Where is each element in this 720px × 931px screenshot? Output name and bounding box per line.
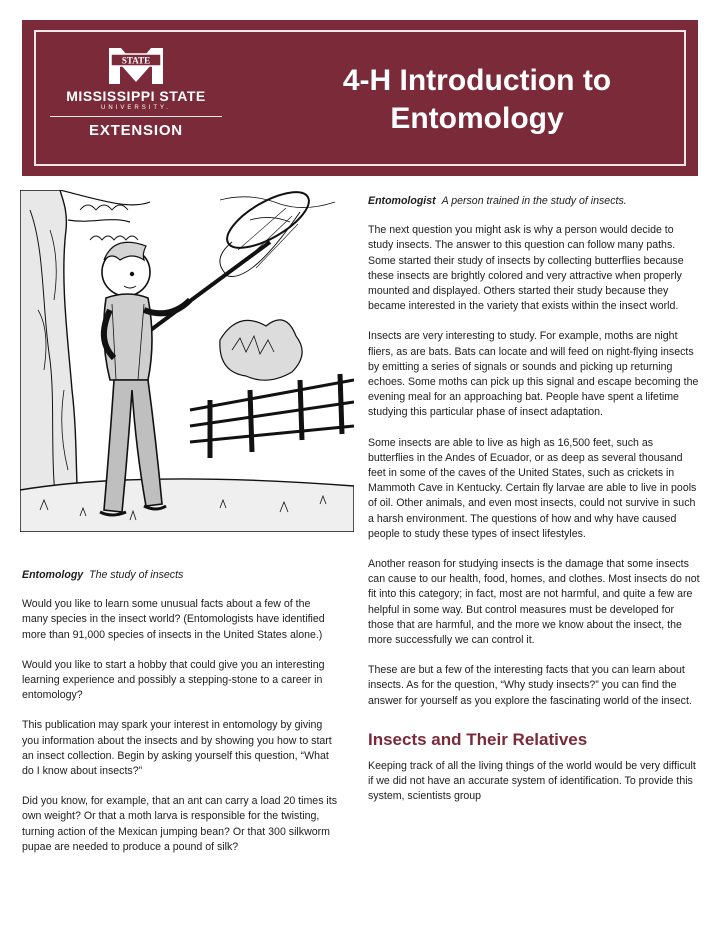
- definition-text: A person trained in the study of insects.: [441, 195, 627, 207]
- paragraph: Would you like to learn some unusual facts about a few of the many species in the insect world? (Entomologists have identified more than 91,000 species of insects in the United States alone.): [22, 598, 325, 641]
- section-heading: Insects and Their Relatives: [368, 729, 588, 749]
- paragraph: Some insects are able to live as high as 16,500 feet, such as butterflies in the Andes of Ecuador, or as deep as several thousand feet in some of the caves of the United States, such as crickets in Mammoth Cave in Kentucky. Certain fly larvae are able to live in pools of oil. Other animals, and even most insects, could not survive in such a harsh environment. The questions of how and why have caused people to study these types of insect lifestyles.: [368, 436, 697, 540]
- definition-entomology: [22, 568, 338, 583]
- title-line-1: 4-H Introduction to: [342, 64, 612, 97]
- logo-badge-text: STATE: [121, 55, 151, 66]
- logo-university-sub: UNIVERSITY.: [101, 105, 171, 111]
- page-title: [292, 62, 662, 138]
- paragraph: These are but a few of the interesting facts that you can learn about insects. As for the question, “Why study insects?” you can find the answer for yourself as you explore the fascinating world of the insect.: [368, 664, 692, 707]
- msu-m-emblem-icon: [101, 40, 171, 86]
- paragraph: Keeping track of all the living things of the world would be very difficult if we did not have an accurate system of identification. To provide this system, scientists group: [368, 759, 696, 803]
- definition-term: Entomologist: [368, 195, 436, 207]
- title-line-2: Entomology: [390, 102, 564, 135]
- paragraph: Did you know, for example, that an ant can carry a load 20 times its own weight? Or that a moth larva is responsible for the twisting, turning action of the Mexican jumping bean? Or that 300 silkworm pupae are needed to produce a pound of silk?: [22, 795, 338, 853]
- left-column: [22, 568, 338, 870]
- paragraph: The next question you might ask is why a person would decide to study insects. The answer to this question can follow many paths. Some started their study of insects by collecting butterflies because these insects are brightly colored and very attractive when properly mounted and displayed. Others started their study because they became interested in the variety that exists within the insect world.: [368, 224, 684, 313]
- logo-university: MISSISSIPPI STATE: [66, 88, 206, 104]
- paragraph: Would you like to start a hobby that could give you an interesting learning experience and possibly a stepping-stone to a career in entomology?: [22, 658, 325, 702]
- definition-entomologist: [368, 194, 700, 209]
- paragraph: This publication may spark your interest in entomology by giving you information about the insects and by showing you how to start an insect collection. Begin by asking yourself this question, “What do I know about insects?”: [22, 719, 332, 778]
- paragraph: Another reason for studying insects is the damage that some insects can cause to our health, food, homes, and clothes. Most insects do not fit into this category; in fact, most are not harmful, and quite a few are helpful in some way. But control measures must be developed for those that are harmful, and the more we know about the insect, the more successfully we can control it.: [368, 558, 700, 647]
- right-column: [368, 194, 700, 820]
- msu-extension-logo: [46, 40, 226, 150]
- logo-extension: EXTENSION: [89, 122, 183, 139]
- logo-divider: [50, 116, 222, 117]
- boy-with-butterfly-net-illustration: [20, 190, 354, 532]
- definition-text: The study of insects: [89, 569, 184, 581]
- header-banner: [22, 20, 698, 176]
- definition-term: Entomology: [22, 569, 84, 581]
- paragraph: Insects are very interesting to study. For example, moths are night fliers, as are bats. Bats can locate and will feed on night-flying insects by emitting a series of signals or sounds and picking up returning echoes. Some moths can pick up this signal and escape becoming the evening meal for an approaching bat. People have spent a lifetime studying this particular phase of insect adaptation.: [368, 330, 699, 419]
